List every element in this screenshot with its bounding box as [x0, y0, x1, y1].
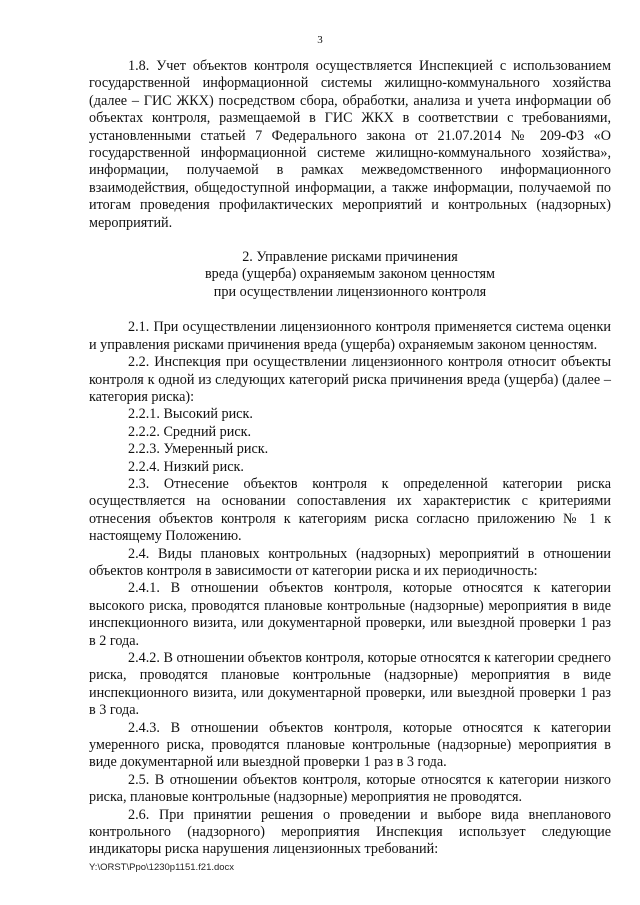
- list-item-2-2-2: 2.2.2. Средний риск.: [128, 423, 252, 440]
- paragraph-2-6: 2.6. При принятии решения о проведении и выборе вида внепланового контрольного (надзорного) мероприятия Инспекция использует следующие индикаторы риска нарушения лицензионных требований:: [89, 806, 611, 858]
- paragraph-2-3: 2.3. Отнесение объектов контроля к определенной категории риска осуществляется на основании сопоставления их характеристик с критериями отнесения объектов контроля к категориям риска согласно приложению № 1 к настоящему Положению.: [89, 475, 611, 545]
- footer-file-path: Y:\ORST\Ppo\1230p1151.f21.docx: [89, 862, 235, 873]
- section-heading-line: 2. Управление рисками причинения: [242, 249, 458, 266]
- section-heading-line: при осуществлении лицензионного контроля: [213, 283, 487, 300]
- paragraph-2-5: 2.5. В отношении объектов контроля, которые относятся к категории низкого риска, плановые контрольные (надзорные) мероприятия не проводятся.: [89, 771, 611, 806]
- section-heading-line: вреда (ущерба) охраняемым законом ценностям: [204, 266, 495, 283]
- paragraph-2-2: 2.2. Инспекция при осуществлении лицензионного контроля относит объекты контроля к одной из следующих категорий риска причинения вреда (ущерба) (далее – категория риска):: [89, 354, 611, 405]
- paragraph-2-4-1: 2.4.1. В отношении объектов контроля, которые относятся к категории высокого риска, проводятся плановые контрольные (надзорные) мероприятия в виде инспекционного визита, или документарной проверки, или выездной проверки 1 раз в 2 года.: [89, 580, 611, 649]
- page-number: 3: [317, 34, 323, 46]
- paragraph-2-4-2: 2.4.2. В отношении объектов контроля, которые относятся к категории среднего риска, проводятся плановые контрольные (надзорные) мероприятия в виде инспекционного визита, или документарной проверки, или выездной проверки 1 раз в 3 года.: [89, 650, 611, 719]
- list-item-2-2-4: 2.2.4. Низкий риск.: [128, 458, 244, 475]
- paragraph-2-4: 2.4. Виды плановых контрольных (надзорных) мероприятий в отношении объектов контроля в зависимости от категории риска и их периодичность:: [89, 545, 611, 579]
- section-heading: [89, 249, 611, 301]
- paragraph-2-4-3: 2.4.3. В отношении объектов контроля, которые относятся к категории умеренного риска, проводятся плановые контрольные (надзорные) мероприятия в виде документарной или выездной проверки 1 раз в 3 года.: [89, 719, 611, 771]
- list-item-2-2-3: 2.2.3. Умеренный риск.: [128, 441, 269, 458]
- list-item-2-2-1: 2.2.1. Высокий риск.: [128, 406, 253, 423]
- paragraph-2-1: 2.1. При осуществлении лицензионного контроля применяется система оценки и управления рисками причинения вреда (ущерба) охраняемым законом ценностям.: [89, 319, 611, 353]
- paragraph-1-8: 1.8. Учет объектов контроля осуществляется Инспекцией с использованием государственной информационной системы жилищно-коммунального хозяйства (далее – ГИС ЖКХ) посредством сбора, обработки, анализа и учета информации об объектах контроля, размещаемой в ГИС ЖКХ в соответствии с требованиями, установленными статьей 7 Федерального закона от 21.07.2014 № 209-ФЗ «О государственной информационной системе жилищно-коммунального хозяйства», информации, получаемой в рамках межведомственного информационного взаимодействия, общедоступной информации, а также информации, получаемой по итогам проведения профилактических мероприятий и контрольных (надзорных) мероприятий.: [89, 58, 611, 231]
- document-body: [89, 58, 611, 859]
